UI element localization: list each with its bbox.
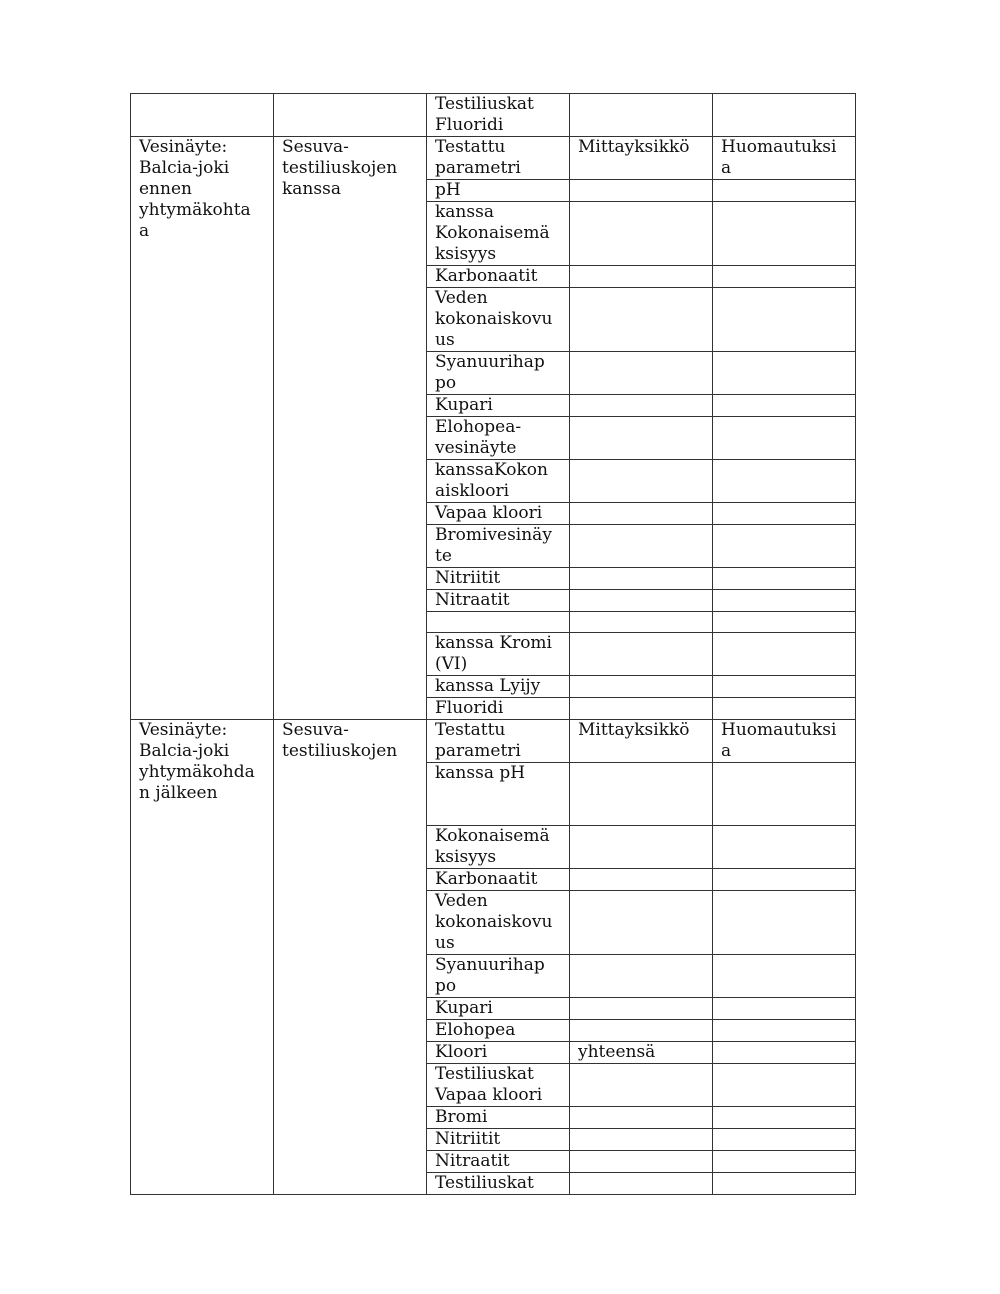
note-cell	[713, 180, 856, 202]
parameter-cell: Testiliuskat Fluoridi	[427, 94, 570, 137]
note-cell	[713, 1107, 856, 1129]
parameter-cell: kanssa Kokonaisemä ksisyys	[427, 202, 570, 266]
parameter-cell: Testattu parametri	[427, 137, 570, 180]
parameter-cell: Testiliuskat	[427, 1173, 570, 1195]
note-cell	[713, 266, 856, 288]
parameter-cell: Elohopea	[427, 1020, 570, 1042]
note-cell	[713, 698, 856, 720]
parameter-cell: Kupari	[427, 998, 570, 1020]
unit-cell	[570, 633, 713, 676]
unit-cell	[570, 395, 713, 417]
unit-cell	[570, 266, 713, 288]
table-row	[131, 94, 856, 137]
note-cell	[713, 891, 856, 955]
unit-cell	[570, 94, 713, 137]
parameter-cell: Fluoridi	[427, 698, 570, 720]
parameter-cell: Veden kokonaiskovu us	[427, 891, 570, 955]
parameter-cell: Bromivesinäy te	[427, 525, 570, 568]
unit-cell: Mittayksikkö	[570, 137, 713, 180]
note-cell	[713, 590, 856, 612]
note-cell	[713, 568, 856, 590]
unit-cell	[570, 352, 713, 395]
parameter-cell: kanssaKokon aiskloori	[427, 460, 570, 503]
unit-cell	[570, 1064, 713, 1107]
unit-cell	[570, 1173, 713, 1195]
note-cell	[713, 1020, 856, 1042]
note-cell	[713, 202, 856, 266]
sample-cell: Vesinäyte: Balcia-joki ennen yhtymäkohta a	[131, 137, 274, 720]
note-cell	[713, 955, 856, 998]
parameter-cell: Kloori	[427, 1042, 570, 1064]
unit-cell	[570, 503, 713, 525]
parameter-cell: kanssa Lyijy	[427, 676, 570, 698]
note-cell	[713, 612, 856, 633]
parameter-cell: Nitriitit	[427, 1129, 570, 1151]
method-cell: Sesuva- testiliuskojen kanssa	[274, 137, 427, 720]
note-cell	[713, 503, 856, 525]
note-cell	[713, 525, 856, 568]
parameter-cell: pH	[427, 180, 570, 202]
parameter-cell: Bromi	[427, 1107, 570, 1129]
unit-cell	[570, 1020, 713, 1042]
parameter-cell: Karbonaatit	[427, 869, 570, 891]
unit-cell	[570, 288, 713, 352]
parameter-cell	[427, 612, 570, 633]
note-cell	[713, 288, 856, 352]
parameter-cell: Testattu parametri	[427, 720, 570, 763]
parameter-cell: Karbonaatit	[427, 266, 570, 288]
unit-cell	[570, 590, 713, 612]
unit-cell: Mittayksikkö	[570, 720, 713, 763]
table-row	[131, 137, 856, 180]
note-cell	[713, 633, 856, 676]
parameter-cell: Veden kokonaiskovu us	[427, 288, 570, 352]
unit-cell	[570, 891, 713, 955]
note-cell	[713, 395, 856, 417]
note-cell	[713, 94, 856, 137]
parameter-cell: Vapaa kloori	[427, 503, 570, 525]
note-cell	[713, 998, 856, 1020]
parameter-cell: Kokonaisemä ksisyys	[427, 826, 570, 869]
unit-cell: yhteensä	[570, 1042, 713, 1064]
sample-cell: Vesinäyte: Balcia-joki yhtymäkohda n jälkeen	[131, 720, 274, 1195]
table-body	[131, 94, 856, 1195]
unit-cell	[570, 955, 713, 998]
unit-cell	[570, 612, 713, 633]
note-cell	[713, 1064, 856, 1107]
unit-cell	[570, 417, 713, 460]
note-cell: Huomautuksi a	[713, 137, 856, 180]
unit-cell	[570, 525, 713, 568]
table-row	[131, 720, 856, 763]
note-cell	[713, 1151, 856, 1173]
water-test-table	[130, 93, 856, 1195]
unit-cell	[570, 676, 713, 698]
parameter-cell: kanssa pH	[427, 763, 570, 826]
method-cell: Sesuva- testiliuskojen	[274, 720, 427, 1195]
note-cell	[713, 826, 856, 869]
parameter-cell: Kupari	[427, 395, 570, 417]
parameter-cell: kanssa Kromi (VI)	[427, 633, 570, 676]
unit-cell	[570, 869, 713, 891]
unit-cell	[570, 180, 713, 202]
note-cell	[713, 460, 856, 503]
note-cell	[713, 1129, 856, 1151]
parameter-cell: Nitraatit	[427, 590, 570, 612]
unit-cell	[570, 763, 713, 826]
parameter-cell: Syanuurihap po	[427, 955, 570, 998]
note-cell	[713, 1173, 856, 1195]
parameter-cell: Syanuurihap po	[427, 352, 570, 395]
note-cell	[713, 417, 856, 460]
parameter-cell: Nitriitit	[427, 568, 570, 590]
unit-cell	[570, 698, 713, 720]
empty-cell	[274, 94, 427, 137]
note-cell	[713, 763, 856, 826]
unit-cell	[570, 998, 713, 1020]
unit-cell	[570, 826, 713, 869]
note-cell: Huomautuksi a	[713, 720, 856, 763]
note-cell	[713, 869, 856, 891]
parameter-cell: Testiliuskat Vapaa kloori	[427, 1064, 570, 1107]
unit-cell	[570, 460, 713, 503]
parameter-cell: Nitraatit	[427, 1151, 570, 1173]
unit-cell	[570, 1107, 713, 1129]
empty-cell	[131, 94, 274, 137]
parameter-cell: Elohopea- vesinäyte	[427, 417, 570, 460]
note-cell	[713, 352, 856, 395]
unit-cell	[570, 202, 713, 266]
unit-cell	[570, 1129, 713, 1151]
note-cell	[713, 1042, 856, 1064]
unit-cell	[570, 1151, 713, 1173]
unit-cell	[570, 568, 713, 590]
note-cell	[713, 676, 856, 698]
